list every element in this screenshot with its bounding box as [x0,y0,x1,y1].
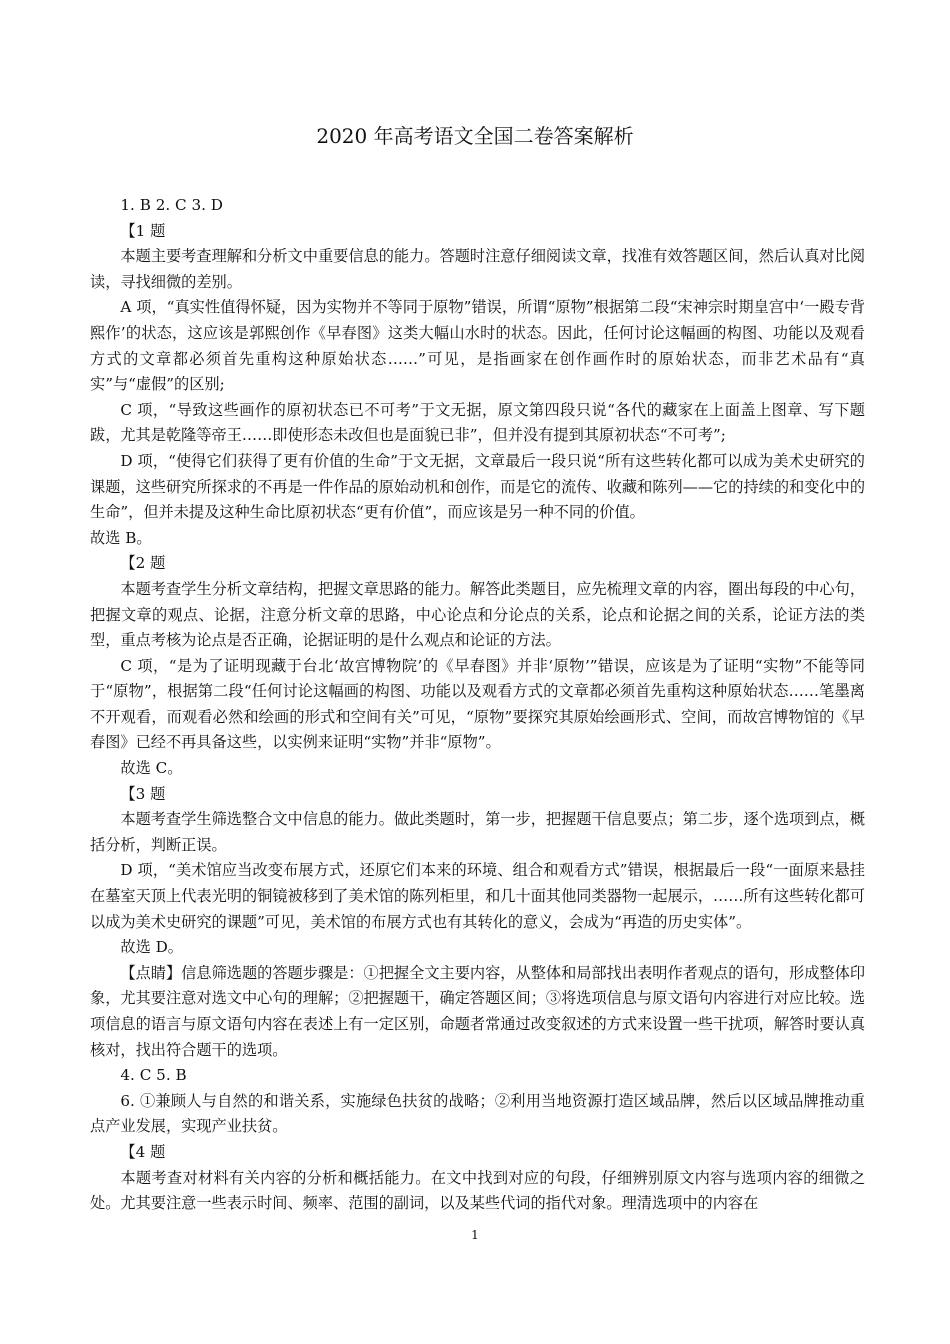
paragraph: 【点睛】信息筛选题的答题步骤是：①把握全文主要内容，从整体和局部找出表明作者观点的语句，形成整体印象，尤其要注意对选文中心句的理解；②把握题干，确定答题区间；③将选项信息与原文语句内容进行对应比较。选项信息的语言与原文语句内容在表述上有一定区别，命题者常通过改变叙述的方式来设置一些干扰项，解答时要认真核对，找出符合题干的选项。 [90,963,865,1059]
paragraph: 6. ①兼顾人与自然的和谐关系，实施绿色扶贫的战略；②利用当地资源打造区域品牌，然后以区域品牌推动重点产业发展，实现产业扶贫。 [90,1091,865,1136]
paragraph: 故选 D。 [120,938,183,957]
paragraph: 【4 题 [120,1142,166,1161]
paragraph: D 项，“美术馆应当改变布展方式，还原它们本来的环境、组合和观看方式”错误，根据最后一段“一面原来悬挂在墓室天顶上代表光明的铜镜被移到了美术馆的陈列柜里，和几十面其他同类器物一起展示，……所有这些转化都可以成为美术史研究的课题”可见，美术馆的布展方式也有其转化的意义，会成为“再造的历史实体”。 [90,861,865,931]
page-number: 1 [471,1228,479,1242]
paragraph: 1. B 2. C 3. D [120,196,223,214]
paragraph: 【1 题 [120,221,166,240]
paragraph: D 项，“使得它们获得了更有价值的生命”于文无据，文章最后一段只说“所有这些转化都可以成为美术史研究的课题，这些研究所探求的不再是一件作品的原始动机和创作，而是它的流传、收藏和陈列——它的持续的和变化中的生命”，但并未提及这种生命比原初状态“更有价值”，而应该是另一种不同的价值。 [90,451,865,522]
paragraph: 【2 题 [120,554,166,573]
document-body [90,193,865,1217]
paragraph: A 项，“真实性值得怀疑，因为实物并不等同于原物”错误，所谓“原物”根据第二段“宋神宗时期皇宫中‘一殿专背熙作’的状态，这应该是郭熙创作《早春图》这类大幅山水时的状态。因此，任何讨论这幅画的构图、功能以及观看方式的文章都必须首先重构这种原始状态……”可见，是指画家在创作画作时的原始状态，而非艺术品有“真实”与“虚假”的区别; [90,298,865,394]
paragraph: 故选 C。 [120,759,183,778]
paragraph: C 项，“导致这些画作的原初状态已不可考”于文无据，原文第四段只说“各代的藏家在上面盖上图章、写下题跋，尤其是乾隆等帝王……即使形态未改但也是面貌已非”，但并没有提到其原初状态“不可考”; [90,400,865,445]
paragraph: 本题考查学生筛选整合文中信息的能力。做此类题时，第一步，把握题干信息要点；第二步，逐个选项到点，概括分析，判断正误。 [90,810,865,854]
paragraph: 本题考查学生分析文章结构，把握文章思路的能力。解答此类题目，应先梳理文章的内容，圈出每段的中心句，把握文章的观点、论据，注意分析文章的思路，中心论点和分论点的关系，论点和论据之间的关系，论证方法的类型，重点考核为论点是否正确，论据证明的是什么观点和论证的方法。 [90,579,865,650]
paragraph: 4. C 5. B [120,1066,187,1085]
paragraph: 本题主要考查理解和分析文中重要信息的能力。答题时注意仔细阅读文章，找准有效答题区间，然后认真对比阅读，寻找细微的差别。 [90,247,865,291]
paragraph: C 项，“是为了证明现藏于台北‘故宫博物院’的《早春图》并非‘原物’”错误，应该是为了证明“实物”不能等同于“原物”，根据第二段“任何讨论这幅画的构图、功能以及观看方式的文章都必须首先重构这种原始状态……笔墨离不开观看，而观看必然和绘画的形式和空间有关”可见，“原物”要探究其原始绘画形式、空间，而故宫博物馆的《早春图》已经不再具备这些，以实例来证明“实物”并非“原物”。 [90,656,865,752]
paragraph: 故选 B。 [90,528,152,547]
paragraph: 本题考查对材料有关内容的分析和概括能力。在文中找到对应的句段，仔细辨别原文内容与选项内容的细微之处。尤其要注意一些表示时间、频率、范围的副词，以及某些代词的指代对象。理清选项中的内容在 [90,1168,865,1213]
paragraph: 【3 题 [120,784,166,803]
document-title: 2020 年高考语文全国二卷答案解析 [316,124,634,148]
